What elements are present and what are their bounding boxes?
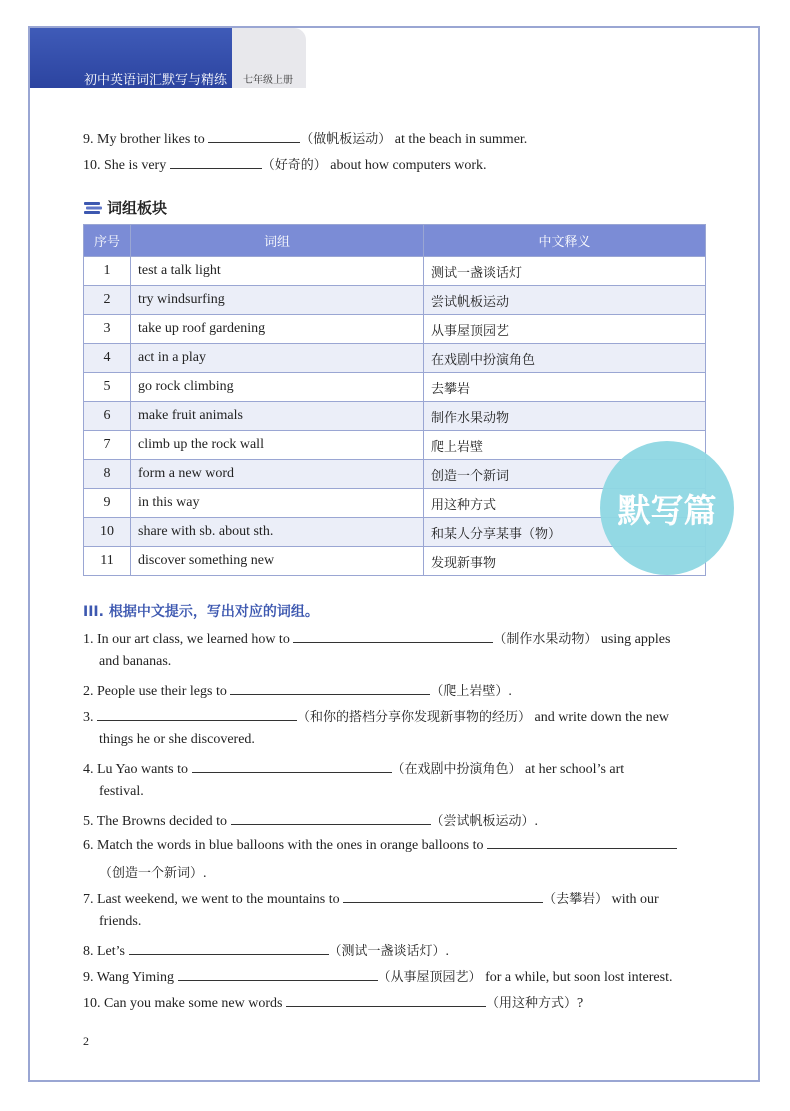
question-10-top: 10. She is very （好奇的） about how computers work.: [83, 158, 487, 173]
exercise-7-cont: friends.: [99, 914, 142, 929]
answer-blank[interactable]: [343, 890, 543, 903]
table-row: 4 act in a play 在戏剧中扮演角色: [84, 344, 706, 373]
table-row: 5 go rock climbing 去攀岩: [84, 373, 706, 402]
exercise-3-cont: things he or she discovered.: [99, 732, 255, 747]
exercise-3: 3. （和你的搭档分享你发现新事物的经历） and write down the new: [83, 710, 670, 725]
answer-blank[interactable]: [178, 968, 378, 981]
exercise-6-cont: （创造一个新词）.: [99, 866, 207, 881]
col-header-meaning: 中文释义: [424, 225, 706, 257]
table-row: 3 take up roof gardening 从事屋顶园艺: [84, 315, 706, 344]
table-row: 2 try windsurfing 尝试帆板运动: [84, 286, 706, 315]
table-row: 10 share with sb. about sth. 和某人分享某事（物）: [84, 518, 706, 547]
book-subtitle: 七年级上册: [243, 75, 293, 86]
col-header-number: 序号: [84, 225, 131, 257]
exercise-1-cont: and bananas.: [99, 654, 172, 669]
book-title: 初中英语词汇默写与精练: [84, 73, 228, 88]
exercise-9: 9. Wang Yiming （从事屋顶园艺） for a while, but soon lost interest.: [83, 970, 673, 985]
answer-blank[interactable]: [231, 812, 431, 825]
answer-blank[interactable]: [230, 682, 430, 695]
answer-blank[interactable]: [97, 708, 297, 721]
exercise-5: 5. The Browns decided to （尝试帆板运动）.: [83, 814, 539, 829]
table-row: 8 form a new word 创造一个新词: [84, 460, 706, 489]
answer-blank[interactable]: [129, 942, 329, 955]
table-row: 11 discover something new 发现新事物: [84, 547, 706, 576]
page-number: 2: [83, 1034, 89, 1048]
dictation-stamp: 默写篇: [600, 441, 734, 575]
stacked-books-icon: [83, 201, 103, 215]
exercise-10: 10. Can you make some new words （用这种方式）?: [83, 996, 584, 1011]
exercise-title: III. 根据中文提示，写出对应的词组。: [83, 604, 319, 620]
table-row: 9 in this way 用这种方式: [84, 489, 706, 518]
table-row: 1 test a talk light 测试一盏谈话灯: [84, 257, 706, 286]
exercise-2: 2. People use their legs to （爬上岩壁）.: [83, 684, 512, 699]
table-row: 6 make fruit animals 制作水果动物: [84, 402, 706, 431]
exercise-7: 7. Last weekend, we went to the mountains to （去攀岩） with our: [83, 892, 659, 907]
answer-blank[interactable]: [208, 130, 300, 143]
exercise-1: 1. In our art class, we learned how to （制作水果动物） using apples: [83, 632, 671, 647]
answer-blank[interactable]: [170, 156, 262, 169]
answer-blank[interactable]: [286, 994, 486, 1007]
exercise-4: 4. Lu Yao wants to （在戏剧中扮演角色） at her school’s art: [83, 762, 625, 777]
answer-blank[interactable]: [487, 836, 677, 849]
answer-blank[interactable]: [192, 760, 392, 773]
table-row: 7 climb up the rock wall 爬上岩壁: [84, 431, 706, 460]
col-header-phrase: 词组: [131, 225, 424, 257]
question-9-top: 9. My brother likes to （做帆板运动） at the beach in summer.: [83, 132, 528, 147]
exercise-8: 8. Let’s （测试一盏谈话灯）.: [83, 944, 450, 959]
answer-blank[interactable]: [293, 630, 493, 643]
exercise-4-cont: festival.: [99, 784, 144, 799]
section-title: 词组板块: [83, 197, 167, 218]
exercise-6: 6. Match the words in blue balloons with the ones in orange balloons to: [83, 836, 677, 854]
